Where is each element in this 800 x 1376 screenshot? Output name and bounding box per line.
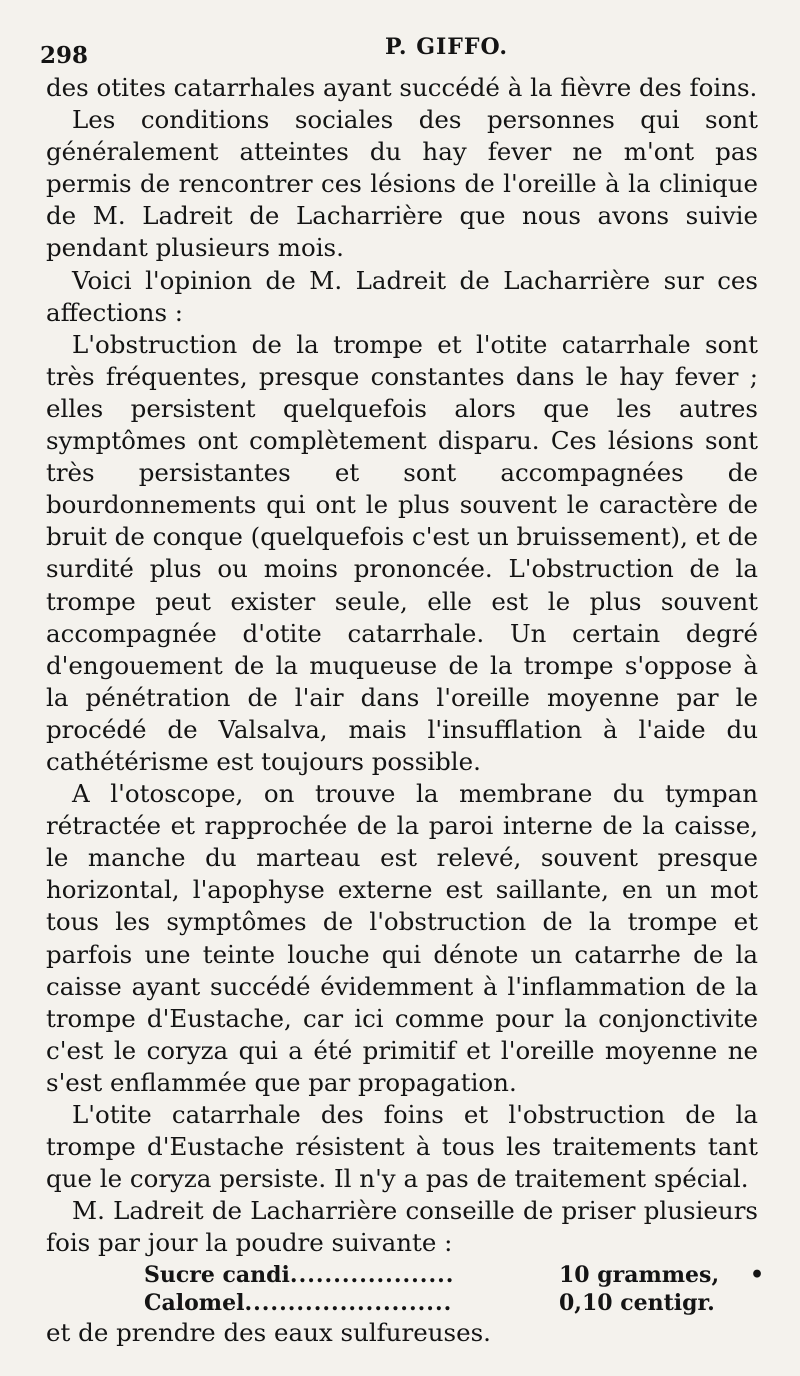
recipe-row [144, 1261, 764, 1289]
paragraph-treatment: L'otite catarrhale des foins et l'obstruction de la trompe d'Eustache résistent à tous les traitements tant que le coryza persiste. Il n'y a pas de traitement spécial. [46, 1100, 758, 1194]
paragraph-social-conditions: Les conditions sociales des personnes qui sont généralement atteintes du hay fever ne m'ont pas permis de rencontrer ces lésions de l'oreille à la clinique de M. Ladreit de Lacharrière que nous avons suivie pendant plusieurs mois. [46, 105, 758, 263]
page-number: 298 [40, 42, 89, 69]
running-head: P. GIFFO. [385, 34, 509, 60]
paragraph-closing: et de prendre des eaux sulfureuses. [46, 1318, 491, 1348]
paragraph-continuation: des otites catarrhales ayant succédé à la fièvre des foins. [46, 73, 758, 102]
bullet-mark [744, 1289, 764, 1317]
recipe-item-name: Sucre candi................... [144, 1262, 455, 1289]
recipe-item-name: Calomel........................ [144, 1290, 453, 1317]
paragraph-otoscope: A l'otoscope, on trouve la membrane du tympan rétractée et rapprochée de la paroi interne de la caisse, le manche du marteau est relevé, souvent presque horizontal, l'apophyse externe est saillante, en un mot tous les symptômes de l'obstruction de la trompe et parfois une teinte louche qui dénote un catarrhe de la caisse ayant succédé évidemment à l'inflammation de la trompe d'Eustache, car ici comme pour la conjonctivite c'est le coryza qui a été primitif et l'oreille moyenne ne s'est enflammée que par propagation. [46, 779, 758, 1097]
recipe-item-quantity: 0,10 centigr. [559, 1290, 715, 1317]
body-text [46, 72, 764, 1350]
paragraph-advice: M. Ladreit de Lacharrière conseille de priser plusieurs fois par jour la poudre suivante : [46, 1196, 758, 1258]
recipe-item-quantity: 10 grammes, [559, 1262, 720, 1289]
page-header [40, 34, 760, 74]
paragraph-opinion-intro: Voici l'opinion de M. Ladreit de Lacharrière sur ces affections : [46, 265, 758, 327]
recipe-list [144, 1261, 764, 1317]
bullet-mark: • [749, 1262, 764, 1289]
paragraph-obstruction: L'obstruction de la trompe et l'otite catarrhale sont très fréquentes, presque constantes dans le hay fever ; elles persistent quelquefois alors que les autres symptômes ont complètement disparu. Ces lésions sont très persistantes et sont accompagnées de bourdonnements qui ont le plus souvent le caractère de bruit de conque (quelquefois c'est un bruissement), et de surdité plus ou moins prononcée. L'obstruction de la trompe peut exister seule, elle est le plus souvent accompagnée d'otite catarrhale. Un certain degré d'engouement de la muqueuse de la trompe s'oppose à la pénétration de l'air dans l'oreille moyenne par le procédé de Valsalva, mais l'insufflation à l'aide du cathétérisme est toujours possible. [46, 329, 758, 776]
recipe-row [144, 1289, 764, 1317]
